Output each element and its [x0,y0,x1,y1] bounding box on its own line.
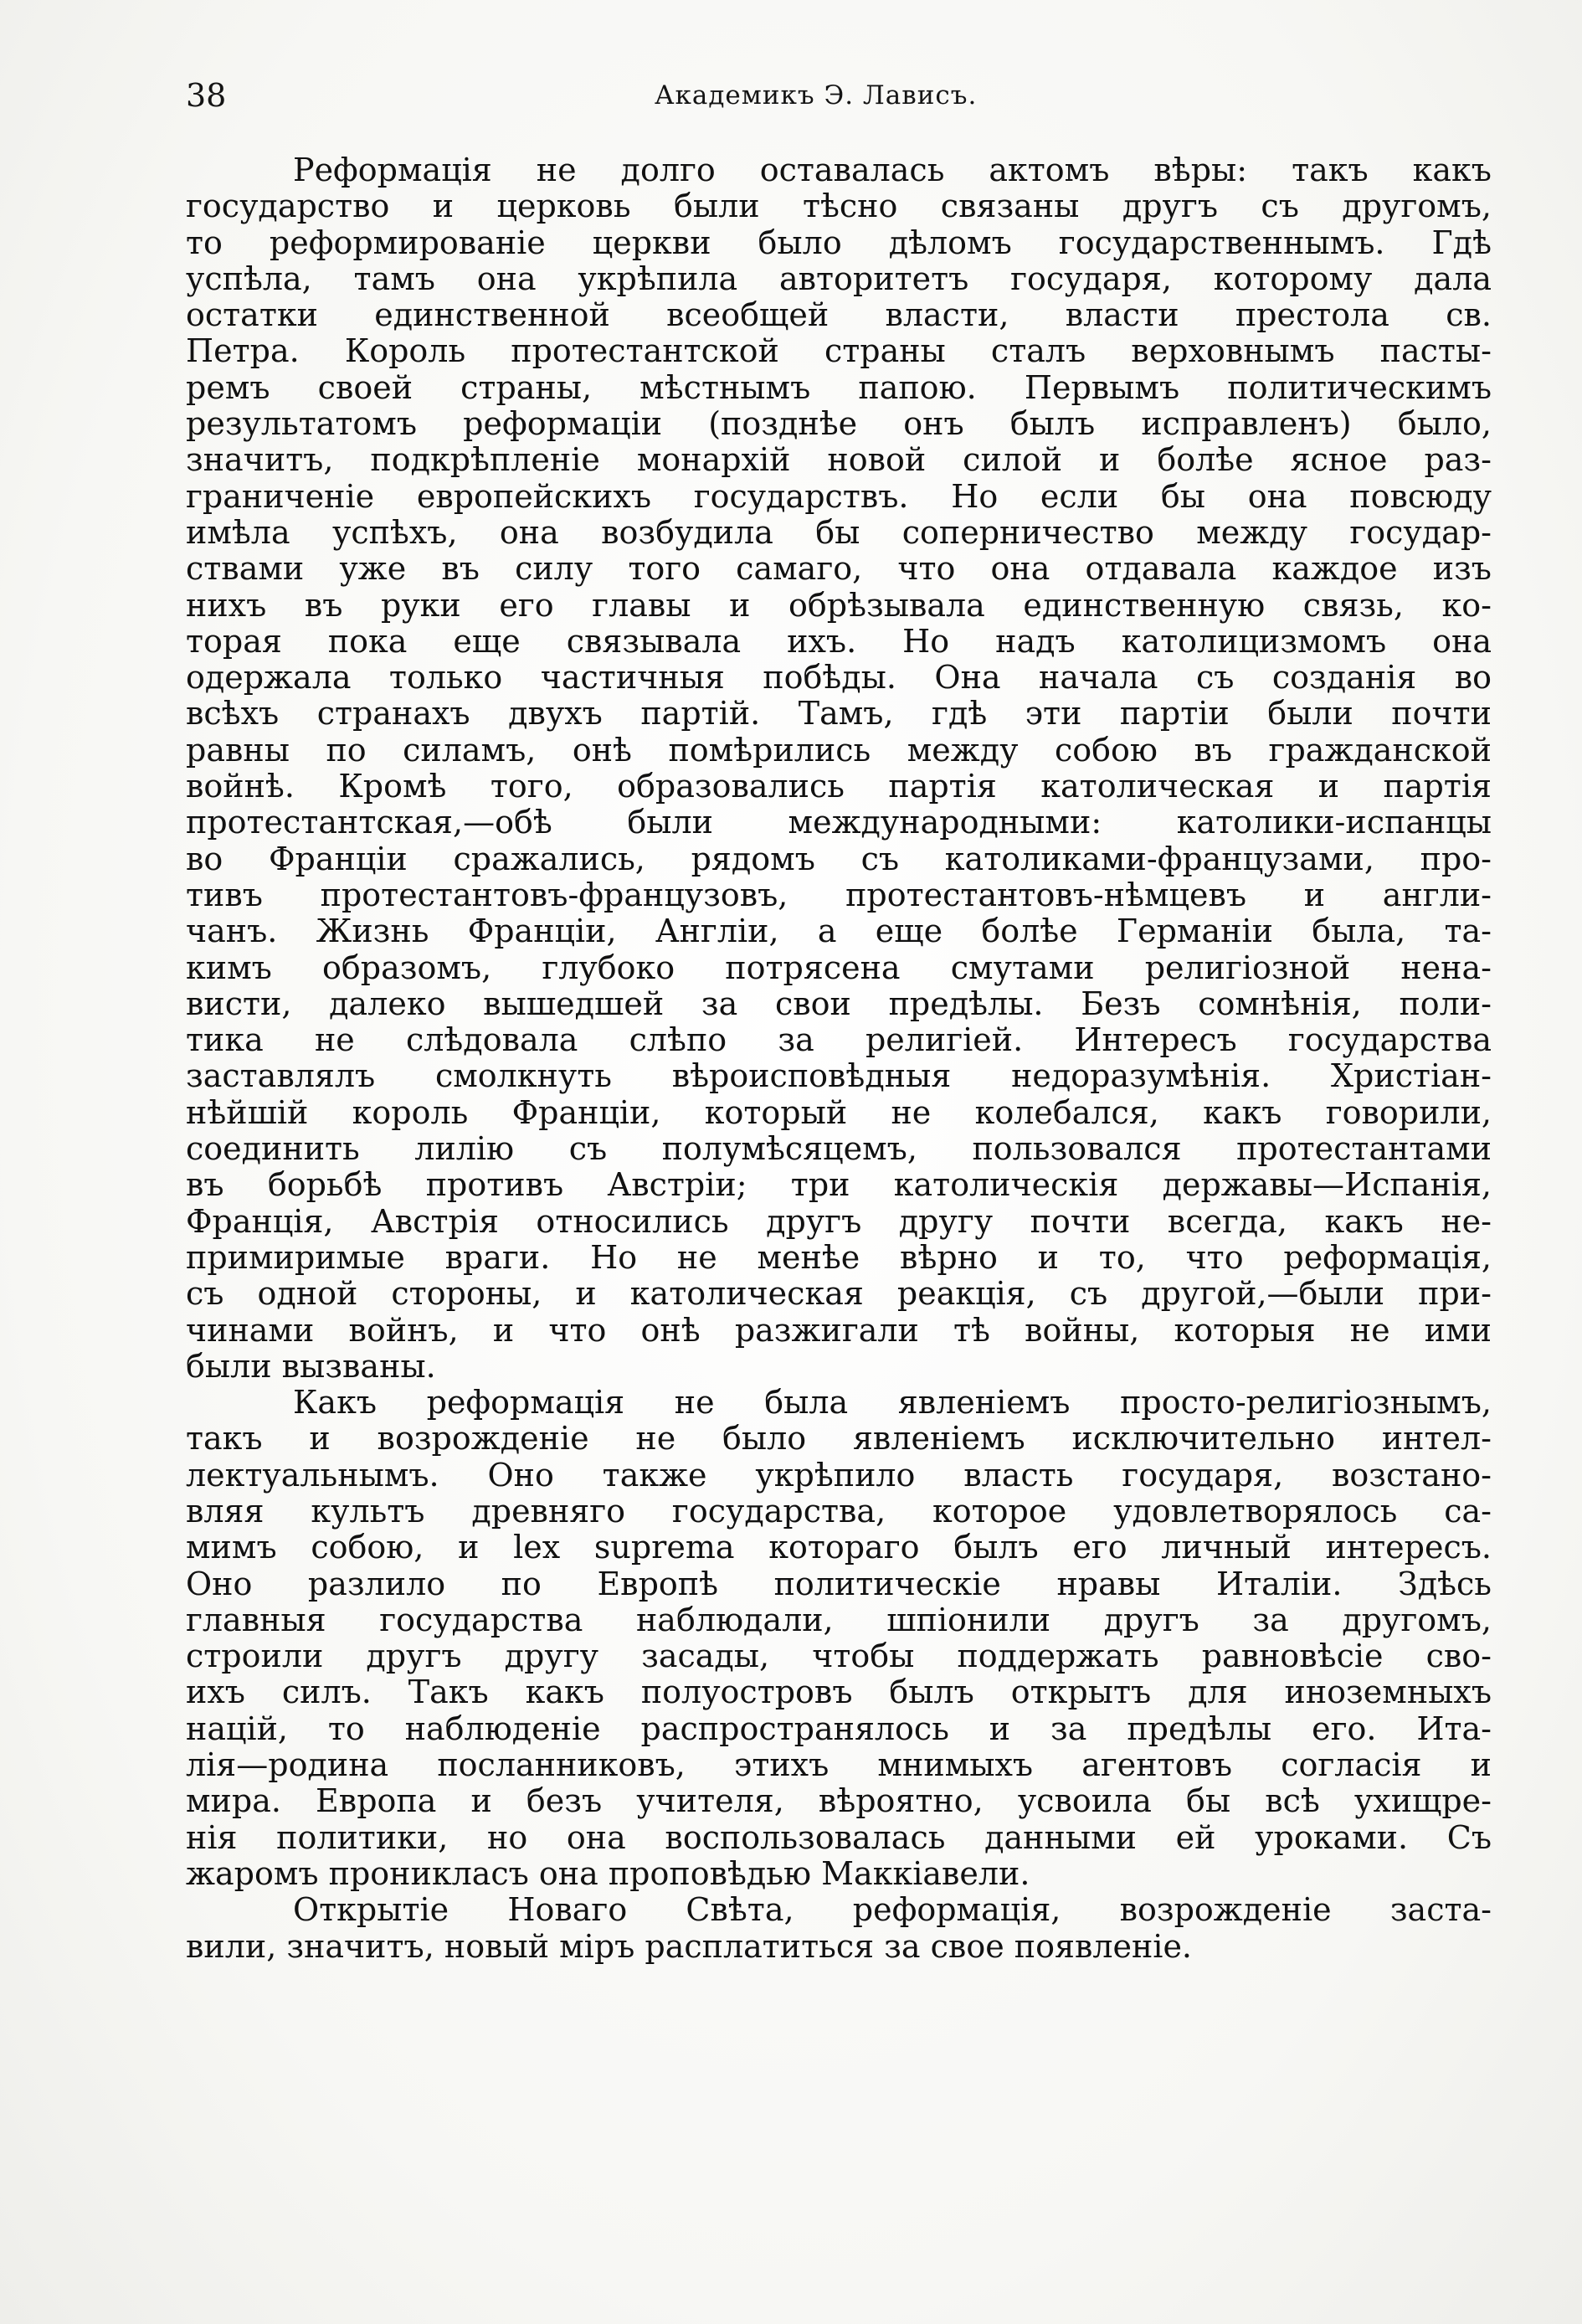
text-line: примиримые враги. Но не менѣе вѣрно и то, что реформація, [186,1238,1492,1276]
paragraph-2 [186,1385,1492,1892]
text-line: Реформація не долго оставалась актомъ вѣры: такъ какъ [293,152,1492,188]
text-line: Открытіе Новаго Свѣта, реформація, возрожденіе заста- [293,1891,1492,1929]
text-line: значитъ, подкрѣпленіе монархій новой силой и болѣе ясное раз- [186,441,1492,479]
text-line: имѣла успѣхъ, она возбудила бы соперничество между государ- [186,513,1492,551]
running-header [186,77,1500,127]
text-line: остатки единственной всеобщей власти, власти престола св. [186,296,1492,334]
text-line: во Франціи сражались, рядомъ съ католиками-французами, про- [186,840,1492,877]
body-text [186,152,1492,1965]
text-line: нихъ въ руки его главы и обрѣзывала единственную связь, ко- [186,586,1492,624]
text-line: кимъ образомъ, глубоко потрясена смутами религіозной нена- [186,949,1492,986]
text-line: націй, то наблюденіе распространялось и за предѣлы его. Ита- [186,1710,1492,1747]
text-line: съ одной стороны, и католическая реакція, съ другой,—были при- [186,1275,1492,1313]
text-line: ихъ силъ. Такъ какъ полуостровъ былъ открытъ для иноземныхъ [186,1674,1492,1711]
text-line: были вызваны. [186,1347,436,1385]
text-line: результатомъ реформаціи (позднѣе онъ былъ исправленъ) было, [186,405,1492,443]
text-line: Какъ реформація не была явленіемъ просто-религіознымъ, [293,1384,1492,1422]
running-title: Академикъ Э. Лависъ. [655,80,978,111]
text-line: вляя культъ древняго государства, которое удовлетворялось са- [186,1492,1492,1530]
text-line: лія—родина посланниковъ, этихъ мнимыхъ агентовъ согласія и [186,1746,1492,1784]
text-line: Франція, Австрія относились другъ другу почти всегда, какъ не- [186,1202,1492,1240]
text-line: торая пока еще связывала ихъ. Но надъ католицизмомъ она [186,622,1492,660]
paragraph-1 [186,152,1492,1385]
text-line: чинами войнъ, и что онѣ разжигали тѣ войны, которыя не ими [186,1311,1492,1349]
text-line: чанъ. Жизнь Франціи, Англіи, а еще болѣе Германіи была, та- [186,913,1492,950]
text-line: успѣла, тамъ она укрѣпила авторитетъ государя, которому дала [186,260,1492,297]
text-line: соединить лилію съ полумѣсяцемъ, пользовался протестантами [186,1130,1492,1168]
text-line: главныя государства наблюдали, шпіонили другъ за другомъ, [186,1601,1492,1638]
text-line: Петра. Король протестантской страны сталъ верховнымъ пасты- [186,332,1492,370]
text-line: мира. Европа и безъ учителя, вѣроятно, усвоила бы всѣ ухищре- [186,1782,1492,1820]
text-line: Оно разлило по Европѣ политическіе нравы Италіи. Здѣсь [186,1565,1492,1602]
text-line: лектуальнымъ. Оно также укрѣпило власть государя, возстано- [186,1456,1492,1494]
text-line: государство и церковь были тѣсно связаны другъ съ другомъ, [186,188,1492,225]
text-line: всѣхъ странахъ двухъ партій. Тамъ, гдѣ эти партіи были почти [186,695,1492,733]
text-line: тика не слѣдовала слѣпо за религіей. Интересъ государства [186,1021,1492,1059]
text-line: висти, далеко вышедшей за свои предѣлы. Безъ сомнѣнія, поли- [186,985,1492,1022]
text-line: строили другъ другу засады, чтобы поддержать равновѣсіе сво- [186,1638,1492,1675]
text-line: тивъ протестантовъ-французовъ, протестантовъ-нѣмцевъ и англи- [186,876,1492,913]
text-line: нѣйшій король Франціи, который не колебался, какъ говорили, [186,1093,1492,1131]
text-line: равны по силамъ, онѣ помѣрились между собою въ гражданской [186,731,1492,769]
text-line: войнѣ. Кромѣ того, образовались партія католическая и партія [186,768,1492,805]
text-line: граниченіе европейскихъ государствъ. Но если бы она повсюду [186,477,1492,515]
text-line: одержала только частичныя побѣды. Она начала съ созданія во [186,659,1492,697]
text-line: вили, значитъ, новый міръ расплатиться за свое появленіе. [186,1927,1193,1965]
text-line: мимъ собою, и lex suprema котораго былъ его личный интересъ. [186,1529,1492,1566]
text-line: жаромъ проникласъ она проповѣдью Маккіавели. [186,1854,1030,1892]
text-line: ремъ своей страны, мѣстнымъ папою. Первымъ политическимъ [186,368,1492,406]
paragraph-3 [186,1892,1492,1965]
page-number: 38 [186,77,227,114]
text-line: нія политики, но она воспользовалась данными ей уроками. Съ [186,1818,1492,1856]
text-line: такъ и возрожденіе не было явленіемъ исключительно интел- [186,1420,1492,1458]
text-line: протестантская,—обѣ были международными: католики-испанцы [186,804,1492,841]
text-line: въ борьбѣ противъ Австріи; три католическія державы—Испанія, [186,1166,1492,1204]
text-line: заставлялъ смолкнуть вѣроисповѣдныя недоразумѣнія. Христіан- [186,1057,1492,1095]
text-line: то реформированіе церкви было дѣломъ государственнымъ. Гдѣ [186,224,1492,261]
text-line: ствами уже въ силу того самаго, что она отдавала каждое изъ [186,550,1492,588]
